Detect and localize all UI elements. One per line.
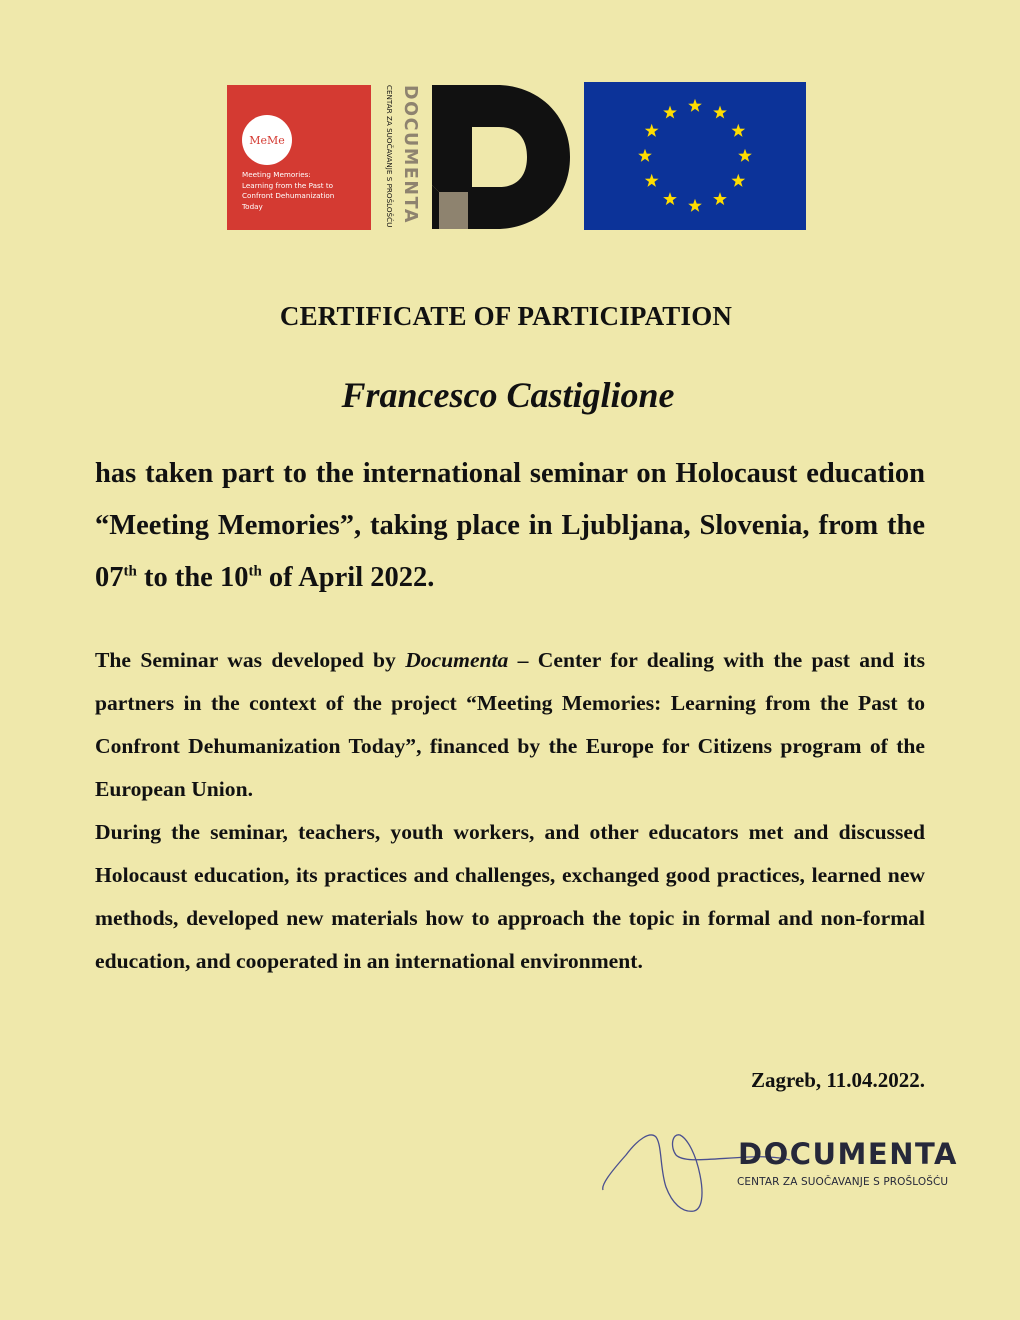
eu-star-icon [663, 106, 677, 119]
paragraph-1-before: The Seminar was developed by [95, 648, 406, 672]
logo-strip [227, 82, 807, 230]
eu-star-icon [713, 192, 727, 205]
eu-star-icon [731, 124, 745, 137]
stamp-subtitle: CENTAR ZA SUOČAVANJE S PROŠLOŠĆU [737, 1176, 949, 1188]
eu-star-icon [731, 174, 745, 187]
eu-star-icon [738, 149, 752, 162]
eu-star-icon [713, 106, 727, 119]
eu-star-icon [645, 124, 659, 137]
documenta-logo [377, 82, 572, 230]
eu-star-icon [688, 199, 702, 212]
eu-star-icon [663, 192, 677, 205]
paragraph-seminar-activities: During the seminar, teachers, youth workers, and other educators met and discussed Holocaust education, its practices and challenges, exchanged good practices, learned new methods, developed new materials how to approach the topic in formal and non-formal education, and cooperated in an international environment. [95, 820, 925, 973]
paragraph-1-italic: Documenta [405, 648, 509, 672]
seminar-description [95, 639, 925, 983]
meme-caption: Meeting Memories: Learning from the Past to Confront Dehumanization Today [242, 170, 335, 211]
participation-statement [95, 448, 925, 604]
statement-sup-1: th [123, 563, 137, 580]
paragraph-seminar-developer [95, 639, 925, 811]
participant-name: Francesco Castiglione [341, 375, 675, 415]
documenta-logo-subtitle: CENTAR ZA SUOČAVANJE S PROŠLOŠĆU [385, 85, 394, 228]
eu-star-icon [638, 149, 652, 162]
eu-flag [584, 82, 806, 230]
eu-flag-icon [584, 82, 806, 230]
documenta-logo-name: DOCUMENTA [400, 85, 420, 224]
documenta-fold-mark [439, 192, 468, 229]
eu-star-icon [688, 99, 702, 112]
meme-badge: MeMe [242, 115, 292, 165]
statement-part-1: has taken part to the international seminar on Holocaust education “Meeting Memories”, taking place in Ljubljana, Slovenia, from the 07 [95, 458, 925, 593]
paragraph-1-after: – Center for dealing with the past and its partners in the context of the project “Meeting Memories: Learning from the Past to Confront Dehumanization Today”, financed by the Europe for Citizens program of the European Union. [95, 648, 926, 801]
statement-sup-2: th [248, 563, 262, 580]
statement-part-3: of April 2022. [261, 562, 435, 593]
eu-star-icon [645, 174, 659, 187]
statement-part-2: to the 10 [136, 562, 249, 593]
meme-logo [227, 85, 371, 230]
stamp-name: DOCUMENTA [738, 1137, 958, 1171]
documenta-stamp [730, 1135, 980, 1205]
certificate-title: CERTIFICATE OF PARTICIPATION [279, 301, 733, 331]
place-date: Zagreb, 11.04.2022. [750, 1068, 925, 1092]
